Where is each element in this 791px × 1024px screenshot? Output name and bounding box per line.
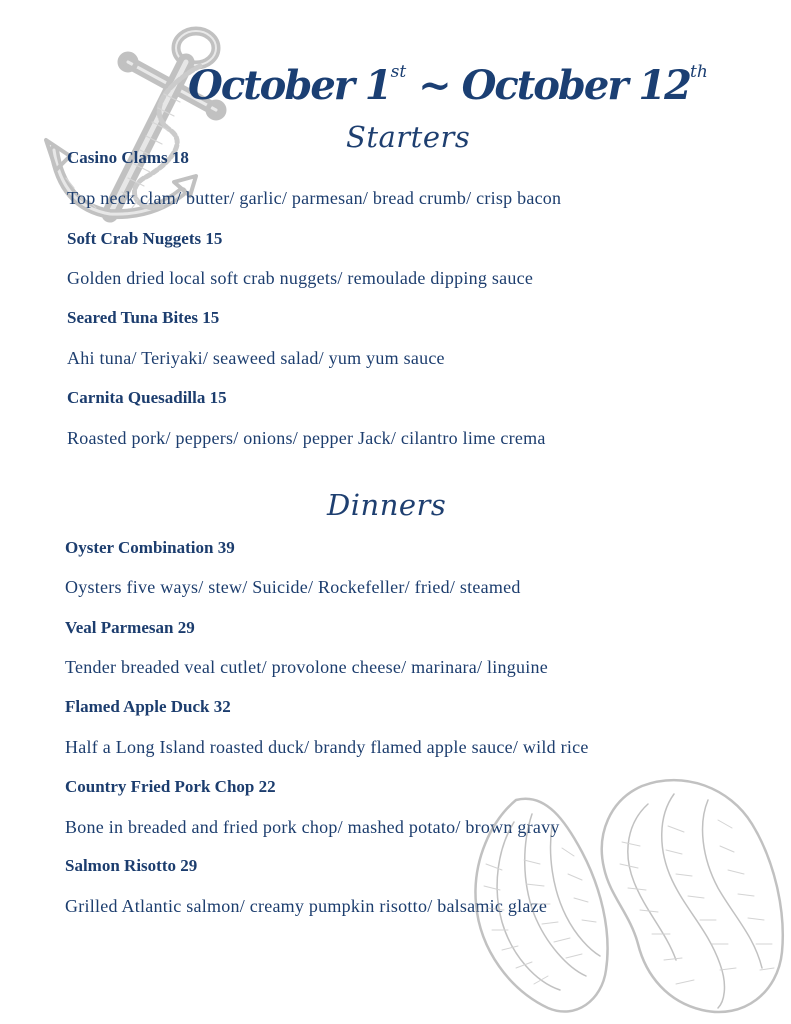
menu-item-description: Top neck clam/ butter/ garlic/ parmesan/ bread crumb/ crisp bacon [67,188,562,208]
menu-item-description: Roasted pork/ peppers/ onions/ pepper Jack/ cilantro lime crema [67,428,546,448]
menu-item-name: Veal Parmesan 29 [65,618,195,637]
menu-item-description: Ahi tuna/ Teriyaki/ seaweed salad/ yum yum sauce [67,348,445,368]
oyster-shells-icon [462,764,787,1019]
menu-item-name: Flamed Apple Duck 32 [65,697,231,716]
title-start-suffix: st [390,62,407,82]
menu-item-description: Oysters five ways/ stew/ Suicide/ Rockefeller/ fried/ steamed [65,577,521,597]
menu-item-name: Salmon Risotto 29 [65,856,198,875]
menu-item-name: Carnita Quesadilla 15 [67,388,227,407]
dinners-heading: Dinners [327,488,447,522]
title-end-date: October 12 [461,62,690,109]
starters-heading: Starters [346,120,471,154]
menu-item-description: Tender breaded veal cutlet/ provolone cheese/ marinara/ linguine [65,657,549,677]
menu-item-name: Oyster Combination 39 [65,538,235,557]
menu-item-name: Casino Clams 18 [67,148,189,167]
title-separator: ~ [418,62,450,109]
menu-item-description: Bone in breaded and fried pork chop/ mashed potato/ brown gravy [65,817,560,837]
menu-item-description: Golden dried local soft crab nuggets/ remoulade dipping sauce [67,268,534,288]
menu-item-description: Half a Long Island roasted duck/ brandy flamed apple sauce/ wild rice [65,737,589,757]
menu-item-name: Seared Tuna Bites 15 [67,308,220,327]
menu-item-description: Grilled Atlantic salmon/ creamy pumpkin risotto/ balsamic glaze [65,896,548,916]
menu-item-name: Soft Crab Nuggets 15 [67,229,223,248]
title-end-suffix: th [690,62,708,82]
menu-date-title [188,62,708,122]
title-start-date: October 1 [188,62,391,109]
menu-item-name: Country Fried Pork Chop 22 [65,777,276,796]
